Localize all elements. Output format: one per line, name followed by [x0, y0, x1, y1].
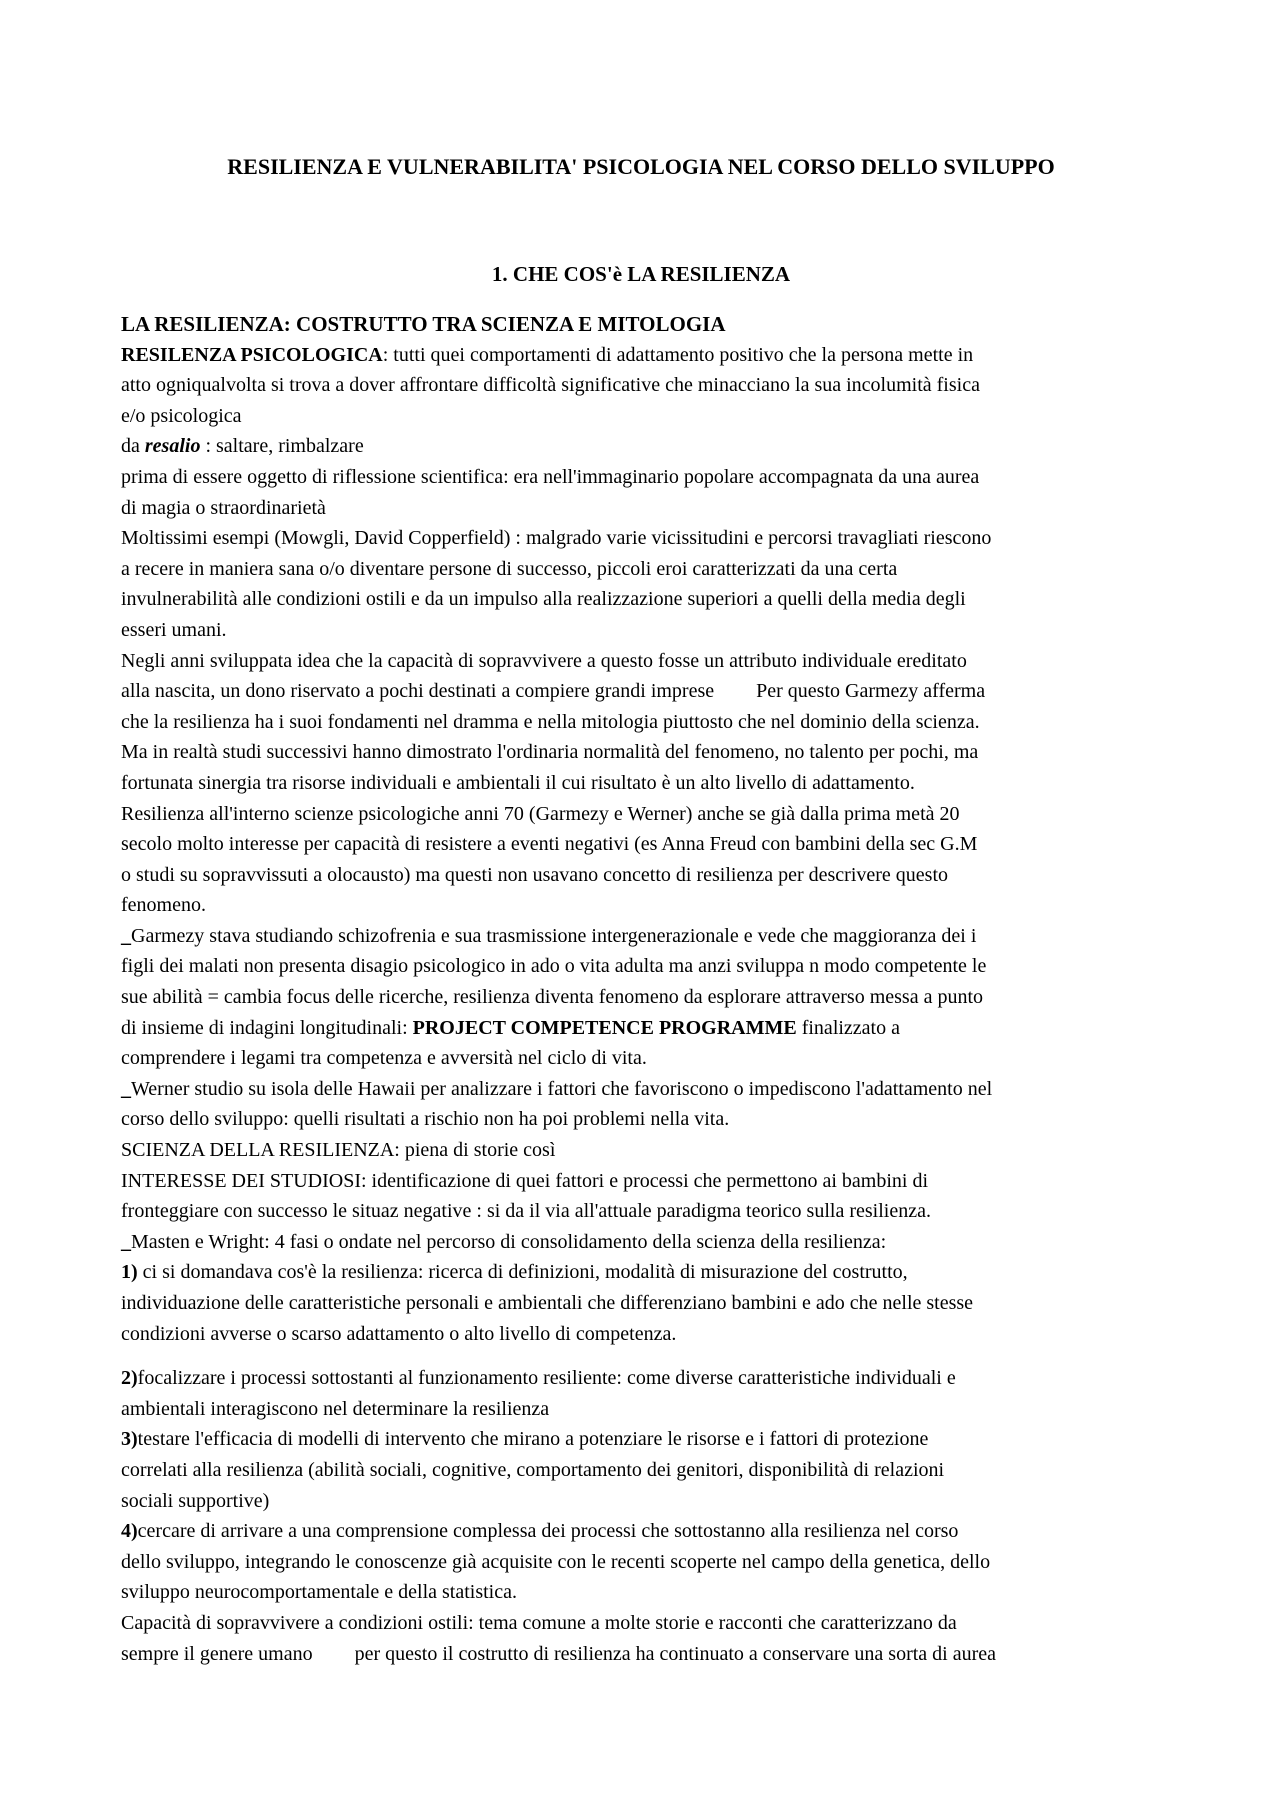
paragraph-line: fronteggiare con successo le situaz negative : si da il via all'attuale paradigma teorico sulla resilienza.	[121, 1200, 931, 1223]
paragraph-line: di insieme di indagini longitudinali: PROJECT COMPETENCE PROGRAMME finalizzato a	[121, 1016, 900, 1039]
paragraph-line: figli dei malati non presenta disagio psicologico in ado o vita adulta ma anzi sviluppa n modo competente le	[121, 955, 987, 978]
section-heading: 1. CHE COS'è LA RESILIENZA	[491, 262, 791, 286]
paragraph-line: esseri umani.	[121, 618, 227, 641]
paragraph-line: a recere in maniera sana o/o diventare persone di successo, piccoli eroi caratterizzati da una certa	[121, 557, 898, 580]
paragraph-gap	[121, 1349, 1161, 1363]
program-name: PROJECT COMPETENCE PROGRAMME	[412, 1016, 797, 1039]
paragraph-line: sue abilità = cambia focus delle ricerche, resilienza diventa fenomeno da esplorare attraverso messa a punto	[121, 986, 984, 1009]
paragraph-line: che la resilienza ha i suoi fondamenti nel dramma e nella mitologia piuttosto che nel dominio della scienza.	[121, 710, 980, 733]
phase-2: 2)focalizzare i processi sottostanti al funzionamento resiliente: come diverse caratteristiche individuali e	[121, 1367, 956, 1390]
paragraph-line: condizioni avverse o scarso adattamento o alto livello di competenza.	[121, 1322, 677, 1345]
paragraph-line: invulnerabilità alle condizioni ostili e da un impulso alla realizzazione superiori a quelli della media degli	[121, 588, 966, 611]
paragraph-line: fortunata sinergia tra risorse individuali e ambientali il cui risultato è un alto livello di adattamento.	[121, 771, 915, 794]
paragraph-line: di magia o straordinarietà	[121, 496, 326, 519]
paragraph-line: Moltissimi esempi (Mowgli, David Copperfield) : malgrado varie vicissitudini e percorsi travagliati riescono	[121, 527, 992, 550]
definition-line: atto ogniqualvolta si trova a dover affrontare difficoltà significative che minacciano la sua incolumità fisica	[121, 374, 980, 397]
paragraph-line: prima di essere oggetto di riflessione scientifica: era nell'immaginario popolare accompagnata da una aurea	[121, 465, 980, 488]
phase-4: 4)cercare di arrivare a una comprensione complessa dei processi che sottostanno alla resilienza nel corso	[121, 1520, 959, 1543]
phase-1: 1) ci si domandava cos'è la resilienza: ricerca di definizioni, modalità di misurazione del costrutto,	[121, 1261, 908, 1284]
paragraph-line: o studi su sopravvissuti a olocausto) ma questi non usavano concetto di resilienza per descrivere questo	[121, 863, 949, 886]
paragraph-line: Negli anni sviluppata idea che la capacità di sopravvivere a questo fosse un attributo individuale ereditato	[121, 649, 967, 672]
paragraph-line: Ma in realtà studi successivi hanno dimostrato l'ordinaria normalità del fenomeno, no talento per pochi, ma	[121, 741, 979, 764]
subheading: LA RESILIENZA: COSTRUTTO TRA SCIENZA E MITOLOGIA	[121, 312, 726, 336]
etymology: da resalio : saltare, rimbalzare	[121, 435, 364, 458]
paragraph-line: corso dello sviluppo: quelli risultati a rischio non ha poi problemi nella vita.	[121, 1108, 730, 1131]
paragraph-line: comprendere i legami tra competenza e avversità nel ciclo di vita.	[121, 1047, 647, 1070]
paragraph-line: dello sviluppo, integrando le conoscenze già acquisite con le recenti scoperte nel campo della genetica, dello	[121, 1550, 991, 1573]
paragraph-line: sempre il genere umano per questo il costrutto di resilienza ha continuato a conservare una sorta di aurea	[121, 1642, 997, 1665]
paragraph-line: sviluppo neurocomportamentale e della statistica.	[121, 1581, 517, 1604]
paragraph-line: sociali supportive)	[121, 1489, 270, 1512]
phase-3: 3)testare l'efficacia di modelli di intervento che mirano a potenziare le risorse e i fattori di protezione	[121, 1428, 929, 1451]
etymology-word: resalio	[144, 435, 201, 458]
paragraph-line: correlati alla resilienza (abilità sociali, cognitive, comportamento dei genitori, disponibilità di relazioni	[121, 1458, 945, 1481]
document-body	[121, 309, 1161, 1669]
paragraph-line: _Masten e Wright: 4 fasi o ondate nel percorso di consolidamento della scienza della resilienza:	[121, 1230, 887, 1253]
paragraph-line: Capacità di sopravvivere a condizioni ostili: tema comune a molte storie e racconti che caratterizzano da	[121, 1611, 957, 1634]
paragraph-line: fenomeno.	[121, 894, 206, 917]
definition-line: RESILENZA PSICOLOGICA: tutti quei comportamenti di adattamento positivo che la persona mette in	[121, 343, 974, 366]
paragraph-line: _Garmezy stava studiando schizofrenia e sua trasmissione intergenerazionale e vede che maggioranza dei i	[121, 924, 977, 947]
paragraph-line: alla nascita, un dono riservato a pochi destinati a compiere grandi imprese Per questo Garmezy afferma	[121, 680, 986, 703]
paragraph-line: ambientali interagiscono nel determinare la resilienza	[121, 1397, 550, 1420]
paragraph-line: individuazione delle caratteristiche personali e ambientali che differenziano bambini e ado che nelle stesse	[121, 1292, 974, 1314]
definition-term: RESILENZA PSICOLOGICA	[121, 343, 383, 366]
document-title: RESILIENZA E VULNERABILITA' PSICOLOGIA NEL CORSO DELLO SVILUPPO	[227, 154, 1055, 179]
paragraph-line: Resilienza all'interno scienze psicologiche anni 70 (Garmezy e Werner) anche se già dalla prima metà 20	[121, 802, 960, 825]
paragraph-line: _Werner studio su isola delle Hawaii per analizzare i fattori che favoriscono o impediscono l'adattamento nel	[121, 1077, 993, 1100]
paragraph-line: secolo molto interesse per capacità di resistere a eventi negativi (es Anna Freud con bambini della sec G.M	[121, 833, 978, 856]
paragraph-line: SCIENZA DELLA RESILIENZA: piena di storie così	[121, 1139, 556, 1162]
paragraph-line: INTERESSE DEI STUDIOSI: identificazione di quei fattori e processi che permettono ai bambini di	[121, 1169, 929, 1192]
definition-line: e/o psicologica	[121, 404, 242, 427]
